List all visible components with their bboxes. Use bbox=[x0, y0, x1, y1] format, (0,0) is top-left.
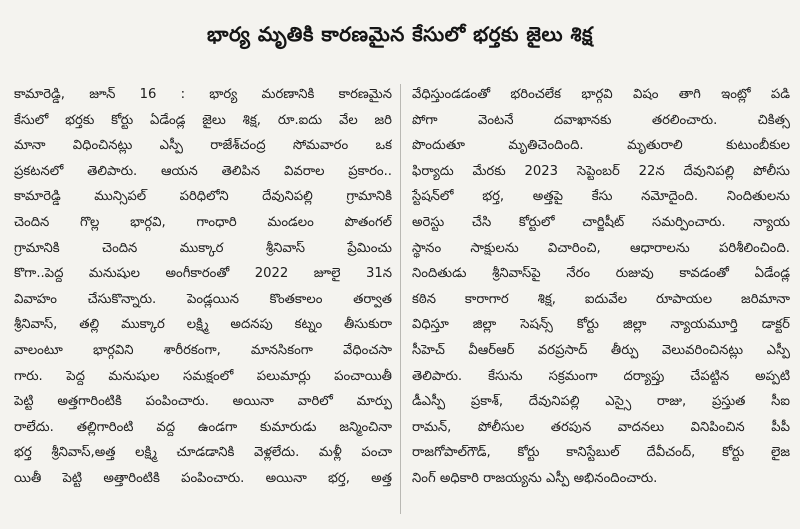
text-line: వాలంటూ భార్గవిని శారీరకంగా, మానసికంగా వేధించసా bbox=[14, 342, 392, 358]
text-line: కామారెడ్డి, జూన్ 16 : భార్య మరణానికి కారణమైన bbox=[14, 87, 392, 102]
text-line: కొగా..పెద్ద మనుషుల అంగీకారంతో 2022 జూలై 31న bbox=[14, 266, 392, 282]
text-line: కామారెడ్డి మున్సిపల్ పరిధిలోని దేవునిపల్లి గ్రామానికి bbox=[14, 189, 392, 205]
text-line: పొందుతూ మృతిచెందింది. మృతురాలి కుటుంబీకుల bbox=[412, 138, 790, 154]
text-line: పెట్టి అత్తగారింటికి పంపించారు. అయినా వారిలో మార్పు bbox=[14, 394, 392, 410]
text-line: గారు. పెద్ద మనుషుల సమక్షంలో పలుమార్లు పంచాయితీ bbox=[14, 368, 392, 384]
text-line: యితీ పెట్టి అత్తారింటికి పంపించారు. అయినా భర్త, అత్త bbox=[14, 470, 392, 486]
text-line: డీఎస్పీ ప్రకాశ్, దేవునిపల్లి ఎస్సై రాజు, ప్రస్తుత సీఐ bbox=[412, 394, 790, 410]
right-column bbox=[412, 82, 790, 492]
text-line: పోగా వెంటనే దవాఖానకు తరలించారు. చికిత్స bbox=[412, 112, 790, 128]
text-line: విధిస్తూ జిల్లా సెషన్స్ కోర్టు జిల్లా న్యాయమూర్తి డాక్టర్ bbox=[412, 317, 790, 333]
text-line: శ్రీనివాస్, తల్లి ముక్కార లక్ష్మి అదనపు కట్నం తీసుకురా bbox=[14, 317, 392, 333]
text-line: కేసులో భర్తకు కోర్టు ఏడేండ్ల జైలు శిక్ష, రూ.ఐదు వేల జరి bbox=[14, 112, 392, 128]
text-line: గ్రామానికి చెందిన ముక్కార శ్రీనివాస్ ప్రేమించు bbox=[14, 240, 392, 256]
text-line: ఫిర్యాదు మేరకు 2023 సెప్టెంబర్ 22న దేవునిపల్లి పోలీసు bbox=[412, 163, 790, 179]
text-line: స్టేషన్‌లో భర్త, అత్తపై కేసు నమోదైంది. నిందితులను bbox=[412, 189, 790, 205]
text-line: సీహెచ్ వీఆర్ఆర్ వరప్రసాద్ తీర్పు వెలువరించినట్లు ఎస్పీ bbox=[412, 342, 790, 358]
text-line: కఠిన కారాగార శిక్ష, ఐదువేల రూపాయల జరిమానా bbox=[412, 291, 790, 307]
text-line: రామన్, పోలీసుల తరపున వాదనలు వినిపించిన పీపీ bbox=[412, 419, 790, 435]
text-line: వివాహం చేసుకొన్నారు. పెండ్లయిన కొంతకాలం తర్వాత bbox=[14, 291, 392, 307]
text-line: స్థానం సాక్షులను విచారించి, ఆధారాలను పరిశీలించింది. bbox=[412, 240, 790, 256]
text-line: రాలేదు. తల్లిగారింటి వద్ద ఉండగా కుమారుడు జన్మించినా bbox=[14, 419, 392, 435]
headline: భార్య మృతికి కారణమైన కేసులో భర్తకు జైలు శిక్ష bbox=[207, 21, 593, 46]
text-line: తెలిపారు. కేసును సక్రమంగా దర్యాప్తు చేపట్టిన అప్పటి bbox=[412, 368, 790, 384]
text-line: అరెస్టు చేసి కోర్టులో చార్జిషీట్ సమర్పించారు. న్యాయ bbox=[412, 214, 790, 230]
text-line: నింగ్ అధికారి రాజయ్యను ఎస్పీ అభినందించారు. bbox=[412, 470, 658, 486]
text-line: చెందిన గొల్ల భార్గవి, గాంధారి మండలం పొతంగల్ bbox=[14, 214, 392, 230]
text-line: భర్త శ్రీనివాస్,అత్త లక్ష్మి చూడడానికి వెళ్లలేదు. మళ్లీ పంచా bbox=[14, 445, 392, 461]
left-column bbox=[14, 82, 392, 492]
text-line: ప్రకటనలో తెలిపారు. ఆయన తెలిపిన వివరాల ప్రకారం.. bbox=[14, 163, 392, 179]
text-line: వేధిస్తుండడంతో భరించలేక భార్గవి విషం తాగి ఇంట్లో పడి bbox=[412, 87, 790, 102]
column-divider bbox=[400, 84, 401, 514]
text-line: నిందితుడు శ్రీనివాస్‌పై నేరం రుజువు కావడంతో ఏడేండ్ల bbox=[412, 266, 790, 282]
text-line: మానా విధించినట్లు ఎస్పీ రాజేశ్‌చంద్ర సోమవారం ఒక bbox=[14, 138, 392, 154]
text-line: రాజగోపాల్‌గౌడ్, కోర్టు కానిస్టేబుల్ దేవీచంద్, కోర్టు లైజ bbox=[412, 445, 790, 461]
